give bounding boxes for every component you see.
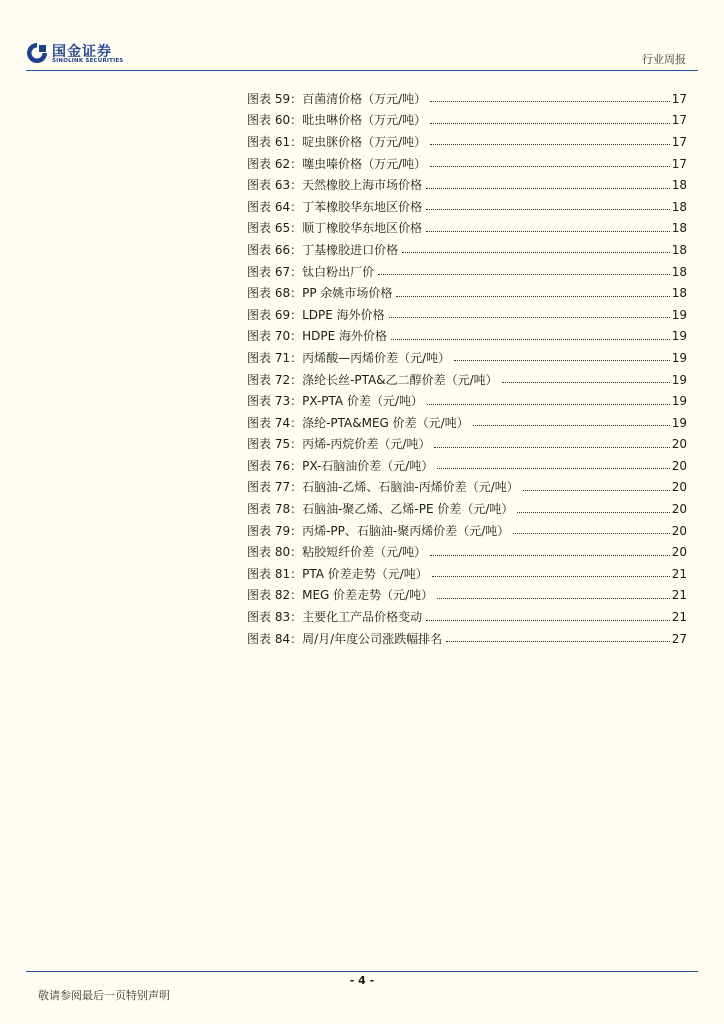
toc-entry-title: 顺丁橡胶华东地区价格 xyxy=(302,221,423,236)
toc-entry-page: 18 xyxy=(671,286,687,301)
toc-entry[interactable] xyxy=(247,347,687,369)
toc-entry-title: 钛白粉出厂价 xyxy=(302,264,375,279)
sinolink-logo-icon xyxy=(26,42,48,64)
toc-entry-title: 丙烯-PP、石脑油-聚丙烯价差（元/吨） xyxy=(302,523,510,538)
report-type-label: 行业周报 xyxy=(642,53,686,66)
toc-entry-page: 20 xyxy=(671,437,687,452)
toc-entry-title: 粘胶短纤价差（元/吨） xyxy=(302,545,427,560)
toc-entry[interactable] xyxy=(247,304,687,326)
toc-entry-label: 图表 69： xyxy=(247,307,303,322)
toc-entry-leader xyxy=(389,317,670,318)
toc-entry-title: 丙烯-丙烷价差（元/吨） xyxy=(302,437,431,452)
toc-entry-title: LDPE 海外价格 xyxy=(302,307,385,322)
toc-entry-page: 19 xyxy=(671,329,687,344)
disclaimer-text: 敬请参阅最后一页特别声明 xyxy=(38,989,170,1002)
toc-entry-label: 图表 78： xyxy=(247,502,303,517)
toc-entry-page: 20 xyxy=(671,480,687,495)
toc-entry-page: 20 xyxy=(671,545,687,560)
toc-entry[interactable] xyxy=(247,606,687,628)
toc-entry-page: 20 xyxy=(671,523,687,538)
toc-entry-page: 18 xyxy=(671,199,687,214)
toc-entry-leader xyxy=(523,490,670,491)
toc-entry-label: 图表 77： xyxy=(247,480,303,495)
toc-entry-leader xyxy=(446,641,670,642)
toc-entry-page: 19 xyxy=(671,415,687,430)
toc-entry[interactable] xyxy=(247,110,687,132)
toc-entry[interactable] xyxy=(247,585,687,607)
toc-entry-page: 27 xyxy=(671,631,687,646)
toc-entry[interactable] xyxy=(247,628,687,650)
toc-entry-title: MEG 价差走势（元/吨） xyxy=(302,588,434,603)
toc-entry[interactable] xyxy=(247,218,687,240)
toc-entry-label: 图表 79： xyxy=(247,523,303,538)
logo-chinese-name: 国金证券 xyxy=(52,44,112,60)
toc-entry-label: 图表 75： xyxy=(247,437,303,452)
toc-entry-label: 图表 81： xyxy=(247,566,303,581)
toc-entry-leader xyxy=(454,360,670,361)
toc-entry-label: 图表 63： xyxy=(247,178,303,193)
toc-entry[interactable] xyxy=(247,326,687,348)
toc-entry-leader xyxy=(396,296,669,297)
toc-entry-label: 图表 60： xyxy=(247,113,303,128)
toc-entry-title: PX-PTA 价差（元/吨） xyxy=(302,394,423,409)
toc-entry-label: 图表 62： xyxy=(247,156,303,171)
toc-entry[interactable] xyxy=(247,282,687,304)
toc-entry-title: 丙烯酸—丙烯价差（元/吨） xyxy=(302,350,451,365)
toc-entry-title: 天然橡胶上海市场价格 xyxy=(302,178,423,193)
toc-entry-page: 21 xyxy=(671,588,687,603)
toc-entry-page: 17 xyxy=(671,91,687,106)
toc-entry-label: 图表 73： xyxy=(247,394,303,409)
toc-entry-leader xyxy=(430,555,670,556)
toc-entry-leader xyxy=(517,512,669,513)
toc-entry-page: 17 xyxy=(671,113,687,128)
toc-entry-page: 21 xyxy=(671,610,687,625)
toc-entry-title: 石脑油-聚乙烯、乙烯-PE 价差（元/吨） xyxy=(302,502,514,517)
toc-entry-title: 丁基橡胶进口价格 xyxy=(302,242,399,257)
toc-entry[interactable] xyxy=(247,131,687,153)
toc-entry-label: 图表 59： xyxy=(247,91,303,106)
toc-entry-page: 21 xyxy=(671,566,687,581)
toc-entry-label: 图表 64： xyxy=(247,199,303,214)
toc-entry-title: PX-石脑油价差（元/吨） xyxy=(302,458,434,473)
sinolink-logo xyxy=(26,40,132,66)
toc-entry[interactable] xyxy=(247,239,687,261)
toc-entry-title: 主要化工产品价格变动 xyxy=(302,610,423,625)
toc-entry-label: 图表 67： xyxy=(247,264,303,279)
toc-entry-leader xyxy=(426,231,670,232)
toc-entry-page: 17 xyxy=(671,134,687,149)
toc-entry-page: 18 xyxy=(671,178,687,193)
toc-entry-leader xyxy=(378,274,670,275)
toc-entry-title: 丁苯橡胶华东地区价格 xyxy=(302,199,423,214)
toc-entry-label: 图表 70： xyxy=(247,329,303,344)
toc-entry-title: 周/月/年度公司涨跌幅排名 xyxy=(302,631,443,646)
toc-entry[interactable] xyxy=(247,434,687,456)
toc-entry-page: 18 xyxy=(671,264,687,279)
toc-entry[interactable] xyxy=(247,88,687,110)
toc-entry-title: PTA 价差走势（元/吨） xyxy=(302,566,428,581)
toc-entry-label: 图表 68： xyxy=(247,286,303,301)
toc-entry-label: 图表 65： xyxy=(247,221,303,236)
toc-entry-page: 18 xyxy=(671,221,687,236)
toc-entry-leader xyxy=(432,576,670,577)
toc-entry-page: 20 xyxy=(671,458,687,473)
toc-entry-page: 19 xyxy=(671,372,687,387)
toc-entry-leader xyxy=(402,252,670,253)
toc-entry[interactable] xyxy=(247,455,687,477)
toc-entry[interactable] xyxy=(247,477,687,499)
toc-entry-leader xyxy=(426,620,670,621)
footer-divider xyxy=(26,971,698,972)
toc-entry[interactable] xyxy=(247,369,687,391)
toc-entry-label: 图表 76： xyxy=(247,458,303,473)
logo-english-name: SINOLINK SECURITIES xyxy=(52,58,124,64)
toc-entry-leader xyxy=(502,382,670,383)
toc-entry-leader xyxy=(430,123,670,124)
toc-entry-leader xyxy=(427,404,670,405)
toc-entry-leader xyxy=(391,339,670,340)
toc-entry-label: 图表 74： xyxy=(247,415,303,430)
toc-entry-leader xyxy=(430,144,670,145)
toc-entry-label: 图表 61： xyxy=(247,134,303,149)
toc-entry-title: 啶虫脒价格（万元/吨） xyxy=(302,134,427,149)
toc-entry-leader xyxy=(430,101,670,102)
toc-entry-label: 图表 71： xyxy=(247,350,303,365)
toc-entry-label: 图表 72： xyxy=(247,372,303,387)
toc-entry-title: HDPE 海外价格 xyxy=(302,329,387,344)
toc-entry-label: 图表 66： xyxy=(247,242,303,257)
toc-entry-title: 涤纶-PTA&MEG 价差（元/吨） xyxy=(302,415,469,430)
toc-entry[interactable] xyxy=(247,520,687,542)
toc-entry-page: 20 xyxy=(671,502,687,517)
toc-entry-label: 图表 80： xyxy=(247,545,303,560)
toc-entry-title: 百菌清价格（万元/吨） xyxy=(302,91,427,106)
toc-entry[interactable] xyxy=(247,563,687,585)
toc-entry[interactable] xyxy=(247,153,687,175)
toc-entry-leader xyxy=(437,468,669,469)
toc-entry[interactable] xyxy=(247,541,687,563)
toc-entry[interactable] xyxy=(247,261,687,283)
toc-entry-leader xyxy=(473,425,670,426)
toc-entry-label: 图表 82： xyxy=(247,588,303,603)
toc-entry[interactable] xyxy=(247,498,687,520)
toc-entry-leader xyxy=(430,166,670,167)
toc-entry-leader xyxy=(437,598,670,599)
toc-entry-page: 19 xyxy=(671,394,687,409)
toc-entry-page: 19 xyxy=(671,307,687,322)
toc-entry-label: 图表 84： xyxy=(247,631,303,646)
toc-entry-page: 17 xyxy=(671,156,687,171)
toc-entry-page: 18 xyxy=(671,242,687,257)
toc-entry-title: 石脑油-乙烯、石脑油-丙烯价差（元/吨） xyxy=(302,480,519,495)
page-number: - 4 - xyxy=(349,974,375,987)
toc-entry-label: 图表 83： xyxy=(247,610,303,625)
toc-entry[interactable] xyxy=(247,412,687,434)
toc-entry[interactable] xyxy=(247,390,687,412)
toc-entry-leader xyxy=(426,209,670,210)
toc-entry[interactable] xyxy=(247,174,687,196)
toc-entry-title: 吡虫啉价格（万元/吨） xyxy=(302,113,427,128)
toc-entry-leader xyxy=(513,533,669,534)
toc-entry-leader xyxy=(426,188,670,189)
figure-index-list xyxy=(247,88,687,649)
toc-entry[interactable] xyxy=(247,196,687,218)
toc-entry-page: 19 xyxy=(671,350,687,365)
toc-entry-title: PP 余姚市场价格 xyxy=(302,286,393,301)
toc-entry-leader xyxy=(434,447,669,448)
toc-entry-title: 涤纶长丝-PTA&乙二醇价差（元/吨） xyxy=(302,372,498,387)
header-divider xyxy=(26,70,698,71)
toc-entry-title: 噻虫嗪价格（万元/吨） xyxy=(302,156,427,171)
